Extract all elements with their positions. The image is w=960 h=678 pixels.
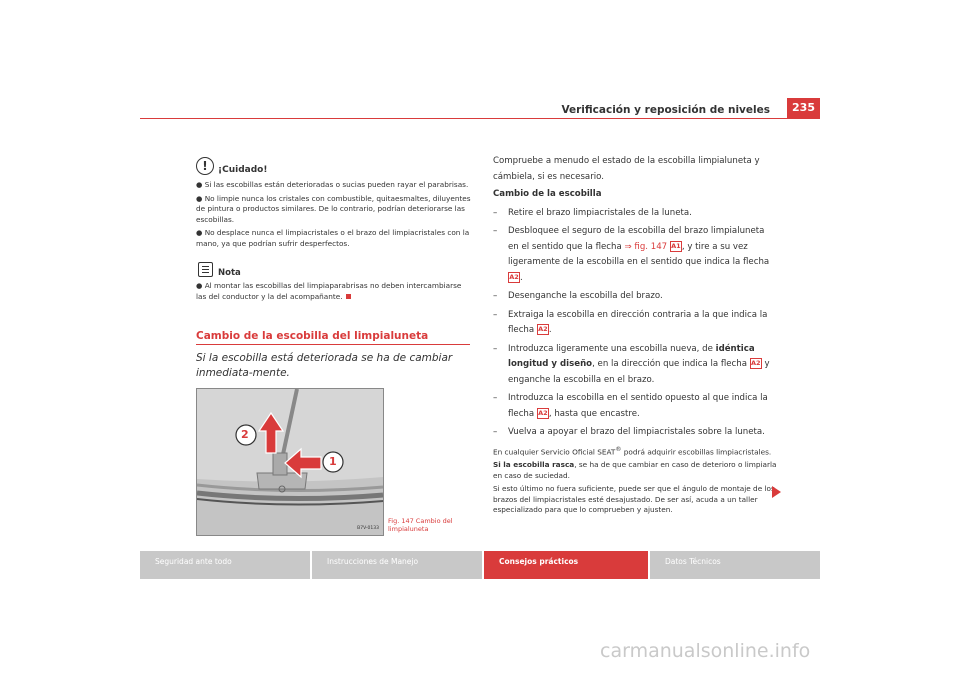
step-3: – Desenganche la escobilla del brazo. [493, 291, 663, 301]
figure-link[interactable]: ⇒ fig. 147 [624, 241, 668, 252]
wiper-illustration [197, 389, 383, 535]
end-mark-icon [346, 294, 351, 299]
note-rasca: Si la escobilla rasca, se ha de que cambiar en caso de deterioro o limpiarla en caso de suciedad. [493, 460, 777, 480]
right-column [493, 154, 778, 516]
warning-item: ● No desplace nunca el limpiacristales o el brazo del limpiacristales con la mano, ya que podrían sufrir desperfectos. [196, 228, 470, 248]
step-1: – Retire el brazo limpiacristales de la luneta. [493, 207, 692, 218]
warning-item: ● No limpie nunca los cristales con combustible, quitaesmaltes, diluyentes de pintura o productos similares. De lo contrario, podrían deteriorarse las escobillas. [196, 193, 471, 224]
figure-wiper-illustration [196, 388, 384, 536]
header-title: Verificación y reposición de niveles [561, 104, 770, 116]
step-6: – Introduzca la escobilla en el sentido opuesto al que indica la flecha A2, hasta que encastre. [493, 393, 768, 419]
section-title: Cambio de la escobilla del limpialuneta [196, 330, 429, 342]
figure-code: B7V-0133 [357, 526, 379, 531]
nav-tab-consejos[interactable]: Consejos prácticos [484, 551, 648, 579]
page-number: 235 [787, 98, 820, 118]
subtitle: Cambio de la escobilla [493, 189, 602, 199]
nav-tab-seguridad[interactable]: Seguridad ante todo [140, 551, 310, 579]
nav-tab-instrucciones[interactable]: Instrucciones de Manejo [312, 551, 482, 579]
watermark: carmanualsonline.info [600, 640, 811, 662]
warning-title: ¡Cuidado! [218, 165, 268, 175]
arrow-2-badge: A2 [538, 408, 548, 417]
arrow-2-badge: A2 [538, 325, 548, 333]
step-5: – Introduzca ligeramente una escobilla nueva, de idéntica longitud y diseño, en la dirección que indica la flecha A2 y enganche la escobilla en el brazo. [493, 343, 770, 385]
nav-tab-datos[interactable]: Datos Técnicos [650, 551, 820, 579]
header-divider [140, 118, 820, 119]
arrow-2-badge: A2 [509, 272, 519, 281]
warning-list [196, 180, 472, 249]
figure-caption: Fig. 147 Cambio del limpialuneta [388, 517, 453, 533]
figure-label-1: 1 [329, 455, 337, 468]
step-2: – Desbloquee el seguro de la escobilla del brazo limpialuneta en el sentido que la flecha ⇒ fig. 147 A1, y tire a su vez ligeramente de la escobilla en el sentido que indica la flecha A2. [493, 226, 770, 283]
note-angulo: Si esto último no fuera suficiente, puede ser que el ángulo de montaje de los brazos del limpiacristales esté desajustado. De ser así, acuda a un taller especializado para que lo comprueben y ajusten. [493, 484, 775, 515]
arrow-1-badge: A1 [671, 241, 681, 250]
note-icon [198, 262, 213, 277]
step-4: – Extraiga la escobilla en dirección contraria a la que indica la flecha A2. [493, 309, 768, 335]
next-page-arrow-icon[interactable] [772, 486, 781, 498]
step-7: – Vuelva a apoyar el brazo del limpiacristales sobre la luneta. [493, 427, 765, 437]
section-intro: Si la escobilla está deteriorada se ha de cambiar inmediata-mente. [196, 352, 453, 379]
note-title: Nota [218, 268, 241, 278]
note-text: ● Al montar las escobillas del limpiaparabrisas no deben intercambiarse las del conductor y la del acompañante. [196, 281, 462, 301]
note-servicio: En cualquier Servicio Oficial SEAT® podrá adquirir escobillas limpiacristales. [493, 445, 772, 456]
figure-label-2: 2 [241, 428, 249, 441]
warning-icon: ! [196, 157, 214, 175]
section-divider [196, 344, 470, 345]
arrow-2-badge: A2 [750, 359, 761, 367]
intro-paragraph: Compruebe a menudo el estado de la escobilla limpialuneta y cámbiela, si es necesario. [493, 156, 760, 182]
warning-item: ● Si las escobillas están deterioradas o sucias pueden rayar el parabrisas. [196, 180, 469, 189]
